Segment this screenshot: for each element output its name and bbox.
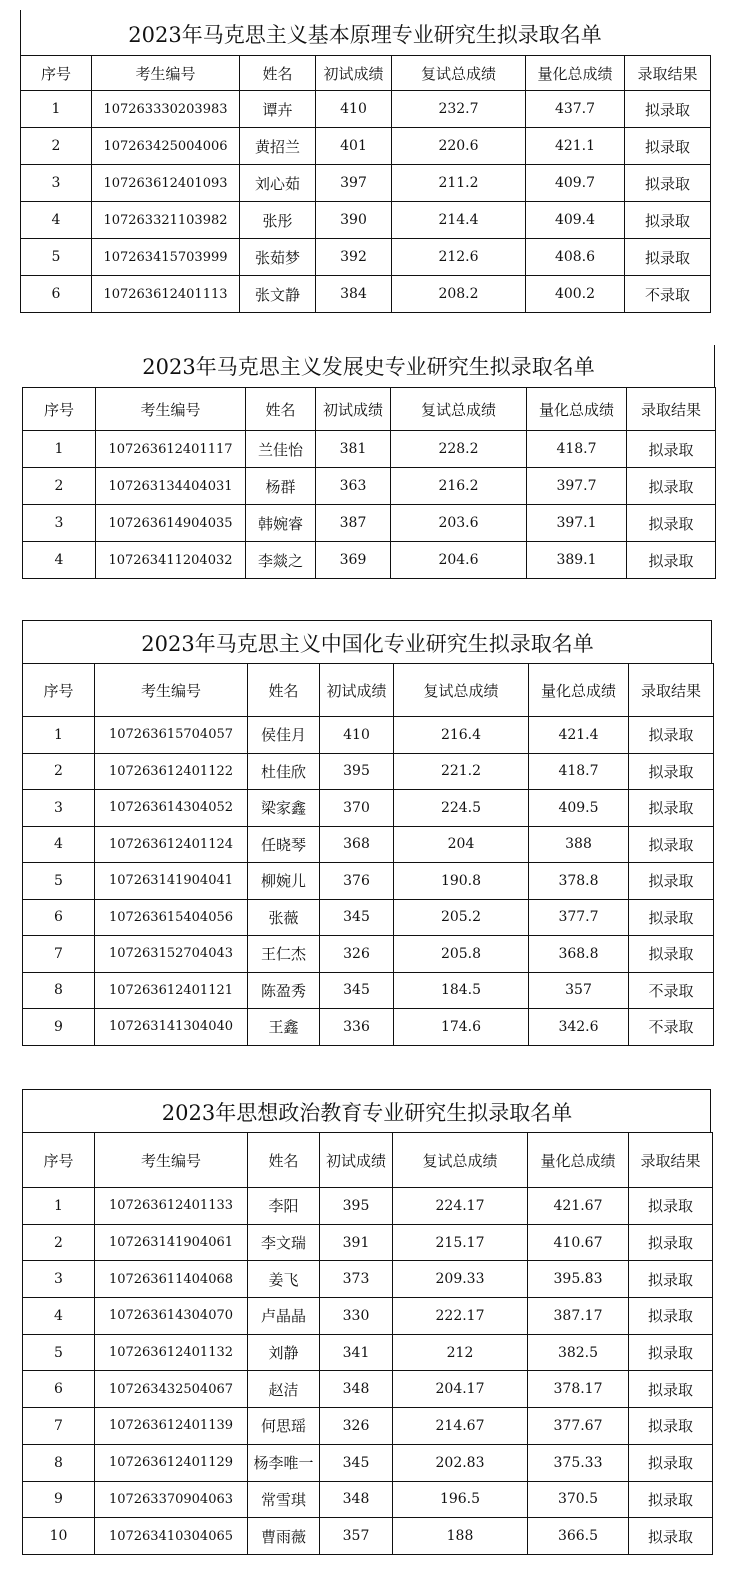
cell-initial-score: 397 <box>316 165 392 202</box>
cell-name: 柳婉儿 <box>248 863 320 900</box>
cell-result: 拟录取 <box>629 899 714 936</box>
cell-retest-score: 228.2 <box>391 431 527 468</box>
cell-candidate-id: 107263612401113 <box>92 276 240 313</box>
cell-result: 拟录取 <box>625 202 711 239</box>
cell-name: 张薇 <box>248 899 320 936</box>
cell-retest-score: 205.2 <box>394 899 529 936</box>
cell-total-score: 389.1 <box>527 542 627 579</box>
admission-table <box>20 55 711 313</box>
cell-total-score: 408.6 <box>526 239 625 276</box>
cell-retest-score: 222.17 <box>393 1298 528 1335</box>
cell-result: 拟录取 <box>629 1298 713 1335</box>
cell-name: 韩婉睿 <box>246 505 316 542</box>
cell-name: 任晓琴 <box>248 826 320 863</box>
cell-result: 拟录取 <box>627 431 716 468</box>
cell-name: 姜飞 <box>248 1261 320 1298</box>
cell-initial-score: 348 <box>320 1371 393 1408</box>
cell-total-score: 418.7 <box>527 431 627 468</box>
cell-result: 拟录取 <box>629 790 714 827</box>
cell-result: 拟录取 <box>627 468 716 505</box>
admission-table-1 <box>20 10 710 312</box>
header-name: 姓名 <box>248 1133 320 1188</box>
table-title: 2023年马克思主义中国化专业研究生拟录取名单 <box>141 632 594 656</box>
cell-candidate-id: 107263370904063 <box>95 1481 248 1518</box>
cell-retest-score: 224.5 <box>394 790 529 827</box>
table-row <box>23 936 714 973</box>
header-id: 考生编号 <box>96 388 246 431</box>
cell-result: 拟录取 <box>629 1334 713 1371</box>
cell-total-score: 400.2 <box>526 276 625 313</box>
cell-candidate-id: 107263432504067 <box>95 1371 248 1408</box>
cell-total-score: 410.67 <box>528 1224 629 1261</box>
cell-seq: 10 <box>23 1518 95 1555</box>
header-row <box>23 388 716 431</box>
cell-initial-score: 395 <box>320 753 394 790</box>
table-row <box>21 91 711 128</box>
table-row <box>23 899 714 936</box>
cell-seq: 1 <box>23 717 95 754</box>
cell-name: 谭卉 <box>240 91 316 128</box>
cell-seq: 1 <box>21 91 92 128</box>
cell-candidate-id: 107263134404031 <box>96 468 246 505</box>
cell-seq: 4 <box>23 542 96 579</box>
cell-retest-score: 203.6 <box>391 505 527 542</box>
cell-seq: 3 <box>23 790 95 827</box>
cell-seq: 3 <box>21 165 92 202</box>
cell-candidate-id: 107263612401122 <box>95 753 248 790</box>
cell-result: 拟录取 <box>625 239 711 276</box>
cell-seq: 6 <box>21 276 92 313</box>
cell-candidate-id: 107263141304040 <box>95 1009 248 1046</box>
cell-result: 拟录取 <box>629 1371 713 1408</box>
cell-seq: 5 <box>23 863 95 900</box>
cell-name: 黄招兰 <box>240 128 316 165</box>
cell-seq: 2 <box>23 1224 95 1261</box>
cell-result: 拟录取 <box>629 863 714 900</box>
header-initial: 初试成绩 <box>316 388 391 431</box>
cell-retest-score: 174.6 <box>394 1009 529 1046</box>
cell-seq: 5 <box>23 1334 95 1371</box>
cell-retest-score: 216.4 <box>394 717 529 754</box>
cell-seq: 2 <box>21 128 92 165</box>
cell-name: 李阳 <box>248 1188 320 1225</box>
table-body <box>23 717 714 1046</box>
header-result: 录取结果 <box>627 388 716 431</box>
cell-seq: 8 <box>23 972 95 1009</box>
header-id: 考生编号 <box>92 56 240 91</box>
cell-name: 张彤 <box>240 202 316 239</box>
cell-retest-score: 202.83 <box>393 1444 528 1481</box>
table-title: 2023年思想政治教育专业研究生拟录取名单 <box>161 1101 573 1125</box>
cell-seq: 3 <box>23 1261 95 1298</box>
cell-result: 拟录取 <box>629 1481 713 1518</box>
table-row <box>23 1188 713 1225</box>
cell-initial-score: 345 <box>320 972 394 1009</box>
cell-name: 李燚之 <box>246 542 316 579</box>
cell-candidate-id: 107263410304065 <box>95 1518 248 1555</box>
cell-initial-score: 345 <box>320 899 394 936</box>
table-row <box>23 542 716 579</box>
header-name: 姓名 <box>246 388 316 431</box>
header-total: 量化总成绩 <box>529 664 629 717</box>
cell-total-score: 368.8 <box>529 936 629 973</box>
cell-result: 拟录取 <box>625 91 711 128</box>
cell-name: 刘静 <box>248 1334 320 1371</box>
cell-candidate-id: 107263415703999 <box>92 239 240 276</box>
header-result: 录取结果 <box>629 664 714 717</box>
cell-result: 拟录取 <box>629 1444 713 1481</box>
cell-name: 侯佳月 <box>248 717 320 754</box>
cell-candidate-id: 107263330203983 <box>92 91 240 128</box>
cell-candidate-id: 107263614904035 <box>96 505 246 542</box>
header-row <box>21 56 711 91</box>
cell-retest-score: 216.2 <box>391 468 527 505</box>
admission-table <box>22 387 716 579</box>
cell-candidate-id: 107263141904061 <box>95 1224 248 1261</box>
header-name: 姓名 <box>240 56 316 91</box>
cell-retest-score: 204 <box>394 826 529 863</box>
cell-total-score: 357 <box>529 972 629 1009</box>
cell-seq: 2 <box>23 753 95 790</box>
table-row <box>23 790 714 827</box>
cell-candidate-id: 107263612401133 <box>95 1188 248 1225</box>
cell-initial-score: 336 <box>320 1009 394 1046</box>
table-row <box>23 1298 713 1335</box>
cell-initial-score: 381 <box>316 431 391 468</box>
cell-initial-score: 376 <box>320 863 394 900</box>
cell-total-score: 370.5 <box>528 1481 629 1518</box>
admission-table <box>22 663 714 1046</box>
table-row <box>23 717 714 754</box>
table-row <box>21 128 711 165</box>
cell-name: 兰佳怡 <box>246 431 316 468</box>
cell-total-score: 421.4 <box>529 717 629 754</box>
table-row <box>23 1334 713 1371</box>
cell-name: 杨群 <box>246 468 316 505</box>
cell-name: 王鑫 <box>248 1009 320 1046</box>
cell-initial-score: 401 <box>316 128 392 165</box>
admission-table-4 <box>22 1089 712 1555</box>
header-id: 考生编号 <box>95 1133 248 1188</box>
cell-total-score: 378.8 <box>529 863 629 900</box>
cell-total-score: 366.5 <box>528 1518 629 1555</box>
cell-candidate-id: 107263614304070 <box>95 1298 248 1335</box>
header-total: 量化总成绩 <box>527 388 627 431</box>
cell-total-score: 421.1 <box>526 128 625 165</box>
cell-retest-score: 220.6 <box>392 128 526 165</box>
cell-retest-score: 208.2 <box>392 276 526 313</box>
cell-initial-score: 368 <box>320 826 394 863</box>
cell-total-score: 421.67 <box>528 1188 629 1225</box>
header-name: 姓名 <box>248 664 320 717</box>
cell-candidate-id: 107263612401132 <box>95 1334 248 1371</box>
cell-seq: 9 <box>23 1009 95 1046</box>
cell-initial-score: 326 <box>320 1408 393 1445</box>
header-initial: 初试成绩 <box>316 56 392 91</box>
cell-candidate-id: 107263612401093 <box>92 165 240 202</box>
cell-name: 卢晶晶 <box>248 1298 320 1335</box>
table-row <box>23 1444 713 1481</box>
table-row <box>21 202 711 239</box>
table-title: 2023年马克思主义发展史专业研究生拟录取名单 <box>142 355 595 379</box>
cell-retest-score: 184.5 <box>394 972 529 1009</box>
cell-seq: 7 <box>23 1408 95 1445</box>
cell-candidate-id: 107263614304052 <box>95 790 248 827</box>
cell-retest-score: 214.4 <box>392 202 526 239</box>
cell-total-score: 342.6 <box>529 1009 629 1046</box>
table-row <box>23 1009 714 1046</box>
cell-candidate-id: 107263612401129 <box>95 1444 248 1481</box>
header-initial: 初试成绩 <box>320 1133 393 1188</box>
table-row <box>23 1408 713 1445</box>
cell-candidate-id: 107263611404068 <box>95 1261 248 1298</box>
table-row <box>23 1371 713 1408</box>
cell-seq: 6 <box>23 1371 95 1408</box>
cell-total-score: 437.7 <box>526 91 625 128</box>
cell-retest-score: 204.6 <box>391 542 527 579</box>
cell-result: 拟录取 <box>629 826 714 863</box>
cell-initial-score: 341 <box>320 1334 393 1371</box>
cell-name: 杜佳欣 <box>248 753 320 790</box>
table-title: 2023年马克思主义基本原理专业研究生拟录取名单 <box>128 23 602 47</box>
header-retest: 复试总成绩 <box>391 388 527 431</box>
cell-name: 刘心茹 <box>240 165 316 202</box>
table-row <box>23 431 716 468</box>
cell-initial-score: 390 <box>316 202 392 239</box>
cell-seq: 4 <box>23 826 95 863</box>
cell-total-score: 418.7 <box>529 753 629 790</box>
cell-retest-score: 188 <box>393 1518 528 1555</box>
cell-total-score: 377.67 <box>528 1408 629 1445</box>
cell-total-score: 397.7 <box>527 468 627 505</box>
cell-candidate-id: 107263612401117 <box>96 431 246 468</box>
header-row <box>23 1133 713 1188</box>
table-body <box>21 91 711 313</box>
cell-initial-score: 363 <box>316 468 391 505</box>
cell-result: 拟录取 <box>629 753 714 790</box>
cell-total-score: 409.7 <box>526 165 625 202</box>
table-row <box>23 505 716 542</box>
admission-table-3 <box>22 620 713 1048</box>
cell-candidate-id: 107263612401121 <box>95 972 248 1009</box>
cell-initial-score: 348 <box>320 1481 393 1518</box>
header-seq: 序号 <box>21 56 92 91</box>
cell-retest-score: 212 <box>393 1334 528 1371</box>
cell-candidate-id: 107263612401124 <box>95 826 248 863</box>
cell-retest-score: 224.17 <box>393 1188 528 1225</box>
header-total: 量化总成绩 <box>526 56 625 91</box>
cell-name: 梁家鑫 <box>248 790 320 827</box>
header-initial: 初试成绩 <box>320 664 394 717</box>
table-row <box>23 1261 713 1298</box>
cell-initial-score: 410 <box>316 91 392 128</box>
table-row <box>23 468 716 505</box>
cell-seq: 4 <box>21 202 92 239</box>
cell-retest-score: 196.5 <box>393 1481 528 1518</box>
cell-name: 王仁杰 <box>248 936 320 973</box>
header-retest: 复试总成绩 <box>393 1133 528 1188</box>
cell-initial-score: 395 <box>320 1188 393 1225</box>
cell-retest-score: 205.8 <box>394 936 529 973</box>
table-row <box>23 1518 713 1555</box>
cell-retest-score: 215.17 <box>393 1224 528 1261</box>
table-row <box>21 276 711 313</box>
header-seq: 序号 <box>23 388 96 431</box>
cell-result: 拟录取 <box>629 1188 713 1225</box>
cell-seq: 1 <box>23 431 96 468</box>
admission-table <box>22 1132 713 1555</box>
table-row <box>23 826 714 863</box>
table-row <box>23 1481 713 1518</box>
cell-result: 拟录取 <box>625 128 711 165</box>
cell-seq: 7 <box>23 936 95 973</box>
cell-seq: 8 <box>23 1444 95 1481</box>
cell-initial-score: 384 <box>316 276 392 313</box>
header-seq: 序号 <box>23 1133 95 1188</box>
cell-name: 张茹梦 <box>240 239 316 276</box>
cell-seq: 6 <box>23 899 95 936</box>
cell-total-score: 382.5 <box>528 1334 629 1371</box>
cell-retest-score: 190.8 <box>394 863 529 900</box>
cell-result: 不录取 <box>625 276 711 313</box>
cell-candidate-id: 107263411204032 <box>96 542 246 579</box>
cell-retest-score: 204.17 <box>393 1371 528 1408</box>
table-row <box>21 165 711 202</box>
cell-initial-score: 387 <box>316 505 391 542</box>
cell-retest-score: 212.6 <box>392 239 526 276</box>
cell-seq: 4 <box>23 1298 95 1335</box>
table-row <box>23 863 714 900</box>
cell-initial-score: 330 <box>320 1298 393 1335</box>
cell-seq: 2 <box>23 468 96 505</box>
table-body <box>23 431 716 579</box>
cell-retest-score: 221.2 <box>394 753 529 790</box>
cell-name: 杨李唯一 <box>248 1444 320 1481</box>
cell-result: 不录取 <box>629 972 714 1009</box>
header-total: 量化总成绩 <box>528 1133 629 1188</box>
cell-result: 拟录取 <box>629 936 714 973</box>
cell-candidate-id: 107263615404056 <box>95 899 248 936</box>
cell-initial-score: 326 <box>320 936 394 973</box>
cell-result: 拟录取 <box>627 505 716 542</box>
cell-name: 曹雨薇 <box>248 1518 320 1555</box>
cell-result: 拟录取 <box>629 1261 713 1298</box>
cell-retest-score: 209.33 <box>393 1261 528 1298</box>
cell-initial-score: 373 <box>320 1261 393 1298</box>
cell-initial-score: 410 <box>320 717 394 754</box>
cell-name: 赵洁 <box>248 1371 320 1408</box>
admission-table-2 <box>22 345 715 577</box>
cell-retest-score: 211.2 <box>392 165 526 202</box>
cell-total-score: 387.17 <box>528 1298 629 1335</box>
cell-total-score: 397.1 <box>527 505 627 542</box>
table-row <box>23 972 714 1009</box>
table-row <box>23 753 714 790</box>
cell-total-score: 409.5 <box>529 790 629 827</box>
cell-candidate-id: 107263425004006 <box>92 128 240 165</box>
header-result: 录取结果 <box>625 56 711 91</box>
header-result: 录取结果 <box>629 1133 713 1188</box>
cell-total-score: 377.7 <box>529 899 629 936</box>
cell-initial-score: 391 <box>320 1224 393 1261</box>
cell-candidate-id: 107263615704057 <box>95 717 248 754</box>
cell-result: 拟录取 <box>629 1408 713 1445</box>
table-body <box>23 1188 713 1555</box>
cell-total-score: 378.17 <box>528 1371 629 1408</box>
cell-result: 拟录取 <box>625 165 711 202</box>
cell-seq: 5 <box>21 239 92 276</box>
cell-initial-score: 345 <box>320 1444 393 1481</box>
cell-total-score: 409.4 <box>526 202 625 239</box>
cell-result: 不录取 <box>629 1009 714 1046</box>
cell-initial-score: 392 <box>316 239 392 276</box>
cell-total-score: 388 <box>529 826 629 863</box>
cell-total-score: 395.83 <box>528 1261 629 1298</box>
cell-result: 拟录取 <box>629 1224 713 1261</box>
cell-seq: 9 <box>23 1481 95 1518</box>
cell-retest-score: 232.7 <box>392 91 526 128</box>
cell-retest-score: 214.67 <box>393 1408 528 1445</box>
header-retest: 复试总成绩 <box>394 664 529 717</box>
cell-initial-score: 370 <box>320 790 394 827</box>
cell-seq: 3 <box>23 505 96 542</box>
cell-name: 张文静 <box>240 276 316 313</box>
cell-initial-score: 357 <box>320 1518 393 1555</box>
cell-candidate-id: 107263152704043 <box>95 936 248 973</box>
cell-name: 李文瑞 <box>248 1224 320 1261</box>
table-row <box>21 239 711 276</box>
cell-initial-score: 369 <box>316 542 391 579</box>
header-row <box>23 664 714 717</box>
cell-result: 拟录取 <box>629 717 714 754</box>
header-id: 考生编号 <box>95 664 248 717</box>
cell-name: 常雪琪 <box>248 1481 320 1518</box>
header-seq: 序号 <box>23 664 95 717</box>
cell-total-score: 375.33 <box>528 1444 629 1481</box>
cell-candidate-id: 107263321103982 <box>92 202 240 239</box>
cell-name: 陈盈秀 <box>248 972 320 1009</box>
header-retest: 复试总成绩 <box>392 56 526 91</box>
cell-name: 何思瑶 <box>248 1408 320 1445</box>
cell-result: 拟录取 <box>627 542 716 579</box>
cell-candidate-id: 107263612401139 <box>95 1408 248 1445</box>
cell-candidate-id: 107263141904041 <box>95 863 248 900</box>
cell-result: 拟录取 <box>629 1518 713 1555</box>
cell-seq: 1 <box>23 1188 95 1225</box>
table-row <box>23 1224 713 1261</box>
